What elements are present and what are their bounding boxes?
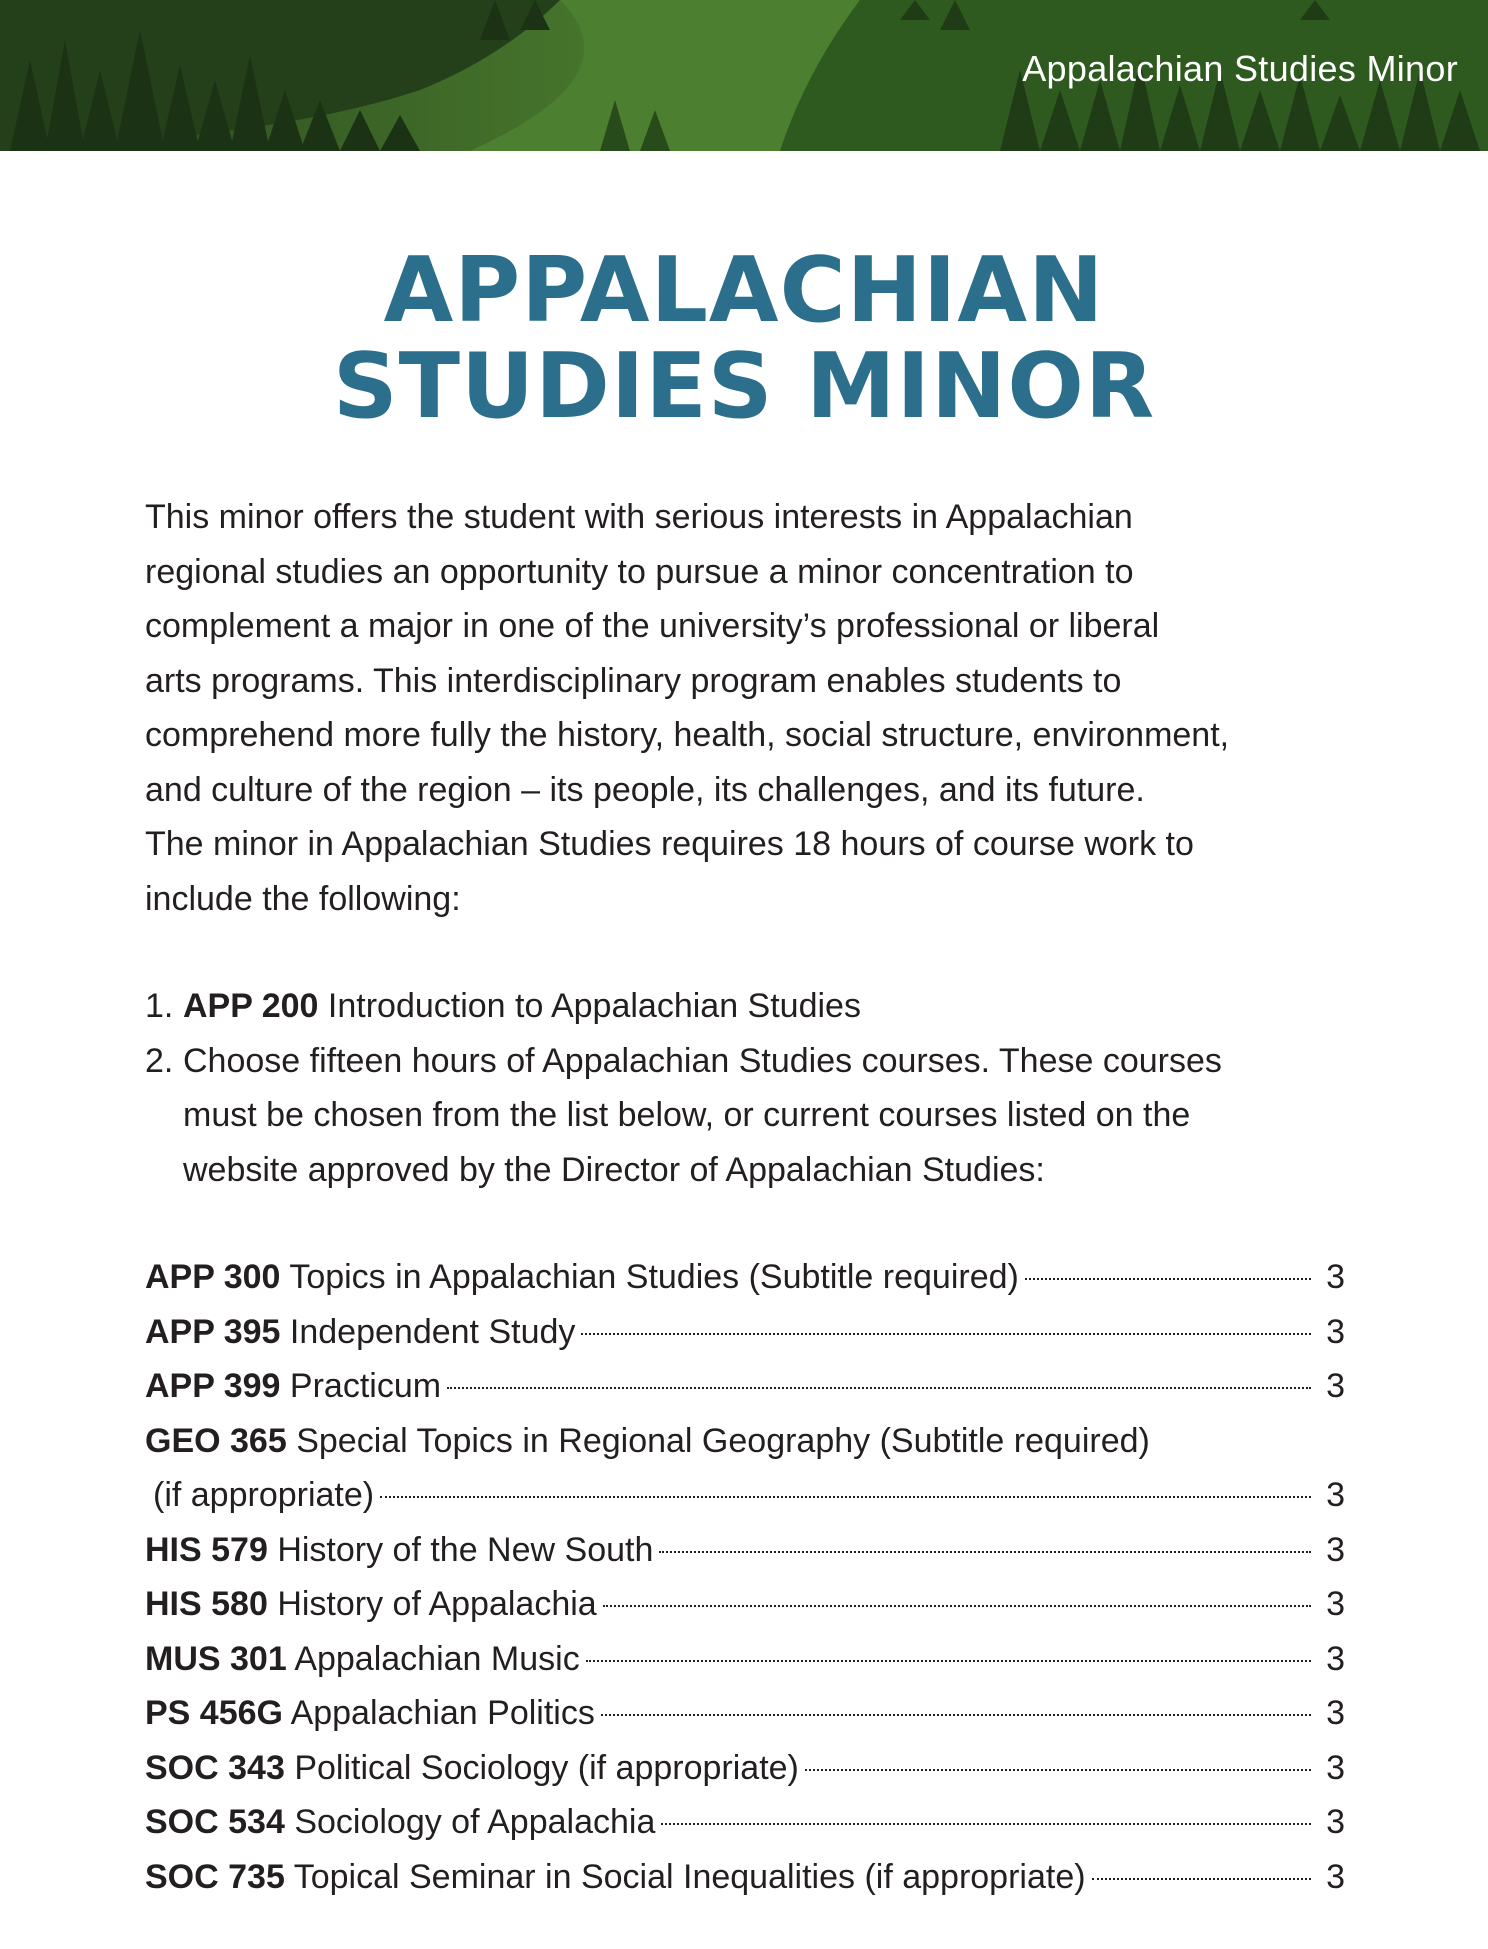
course-title: Appalachian Politics xyxy=(290,1694,595,1732)
course-row xyxy=(145,1577,1345,1632)
course-code: APP 200 xyxy=(183,987,319,1025)
dot-leader xyxy=(601,1714,1311,1716)
intro-line: and culture of the region – its people, its challenges, and its future. xyxy=(145,770,1145,809)
header-banner xyxy=(0,0,1488,151)
course-title-continuation: (if appropriate) xyxy=(153,1476,375,1514)
requirement-number: 1. xyxy=(145,987,174,1025)
course-code: SOC 735 xyxy=(145,1857,285,1896)
dot-leader xyxy=(447,1387,1311,1389)
course-title: Introduction to Appalachian Studies xyxy=(327,987,861,1025)
requirements-list xyxy=(145,979,1345,1197)
course-title: Special Topics in Regional Geography (Subtitle required) xyxy=(296,1421,1150,1460)
course-row xyxy=(145,1795,1345,1850)
dot-leader xyxy=(603,1605,1311,1607)
course-code: APP 395 xyxy=(145,1312,281,1351)
course-row xyxy=(145,1686,1345,1741)
course-hours: 3 xyxy=(1326,1476,1345,1514)
course-hours: 3 xyxy=(1326,1857,1345,1896)
course-list xyxy=(145,1250,1345,1904)
course-title: Sociology of Appalachia xyxy=(294,1803,656,1841)
course-row xyxy=(145,1250,1345,1305)
course-title: History of the New South xyxy=(277,1530,654,1569)
requirement-item-1 xyxy=(145,979,1345,1034)
course-row xyxy=(145,1741,1345,1796)
requirement-text-line: Choose fifteen hours of Appalachian Studies courses. These courses xyxy=(183,1041,1222,1080)
course-code: SOC 343 xyxy=(145,1748,285,1787)
course-title: Independent Study xyxy=(289,1312,576,1351)
course-hours: 3 xyxy=(1326,1639,1345,1678)
course-hours: 3 xyxy=(1326,1585,1345,1623)
intro-line: include the following: xyxy=(145,879,461,918)
course-title: Topical Seminar in Social Inequalities (if appropriate) xyxy=(293,1857,1086,1896)
intro-paragraph xyxy=(145,490,1345,926)
intro-line: regional studies an opportunity to pursue a minor concentration to xyxy=(145,552,1134,591)
course-row xyxy=(145,1850,1345,1905)
course-title: History of Appalachia xyxy=(277,1585,597,1623)
dot-leader xyxy=(661,1823,1311,1825)
requirement-text-line: website approved by the Director of Appalachian Studies: xyxy=(183,1150,1045,1189)
course-row xyxy=(145,1523,1345,1578)
intro-line: comprehend more fully the history, health, social structure, environment, xyxy=(145,716,1230,754)
dot-leader xyxy=(1025,1278,1311,1280)
dot-leader xyxy=(380,1496,1311,1498)
course-row xyxy=(145,1359,1345,1414)
course-row xyxy=(145,1414,1345,1469)
course-hours: 3 xyxy=(1326,1694,1345,1732)
course-row xyxy=(145,1632,1345,1687)
course-hours: 3 xyxy=(1326,1258,1345,1296)
dot-leader xyxy=(1092,1878,1311,1880)
course-code: HIS 579 xyxy=(145,1530,268,1569)
requirement-text-line: must be chosen from the list below, or current courses listed on the xyxy=(183,1096,1191,1134)
course-hours: 3 xyxy=(1326,1748,1345,1787)
course-code: MUS 301 xyxy=(145,1639,287,1678)
page-title-line-2: STUDIES MINOR xyxy=(332,334,1156,439)
dot-leader xyxy=(805,1769,1311,1771)
course-title: Political Sociology (if appropriate) xyxy=(294,1748,799,1787)
course-title: Appalachian Music xyxy=(294,1639,580,1678)
course-code: PS 456G xyxy=(145,1694,283,1732)
dot-leader xyxy=(659,1551,1311,1553)
requirement-item-2 xyxy=(145,1034,1345,1198)
intro-line: arts programs. This interdisciplinary program enables students to xyxy=(145,661,1122,700)
course-hours: 3 xyxy=(1326,1312,1345,1351)
course-code: SOC 534 xyxy=(145,1803,285,1841)
course-hours: 3 xyxy=(1326,1803,1345,1841)
intro-line: The minor in Appalachian Studies requires 18 hours of course work to xyxy=(145,825,1194,863)
intro-line: This minor offers the student with serious interests in Appalachian xyxy=(145,498,1133,536)
page-title-line-1: APPALACHIAN xyxy=(383,238,1105,343)
course-code: HIS 580 xyxy=(145,1585,268,1623)
course-code: APP 300 xyxy=(145,1258,281,1296)
dot-leader xyxy=(586,1660,1311,1662)
dot-leader xyxy=(581,1333,1311,1335)
course-row-continuation xyxy=(145,1468,1345,1523)
page-title xyxy=(0,238,1488,439)
intro-line: complement a major in one of the university’s professional or liberal xyxy=(145,607,1160,645)
banner-title: Appalachian Studies Minor xyxy=(1022,48,1458,89)
course-title: Practicum xyxy=(289,1367,442,1405)
course-hours: 3 xyxy=(1326,1530,1345,1569)
course-title: Topics in Appalachian Studies (Subtitle required) xyxy=(289,1258,1019,1296)
course-code: APP 399 xyxy=(145,1367,281,1405)
course-code: GEO 365 xyxy=(145,1421,287,1460)
course-row xyxy=(145,1305,1345,1360)
course-hours: 3 xyxy=(1326,1367,1345,1405)
requirement-number: 2. xyxy=(145,1041,174,1080)
